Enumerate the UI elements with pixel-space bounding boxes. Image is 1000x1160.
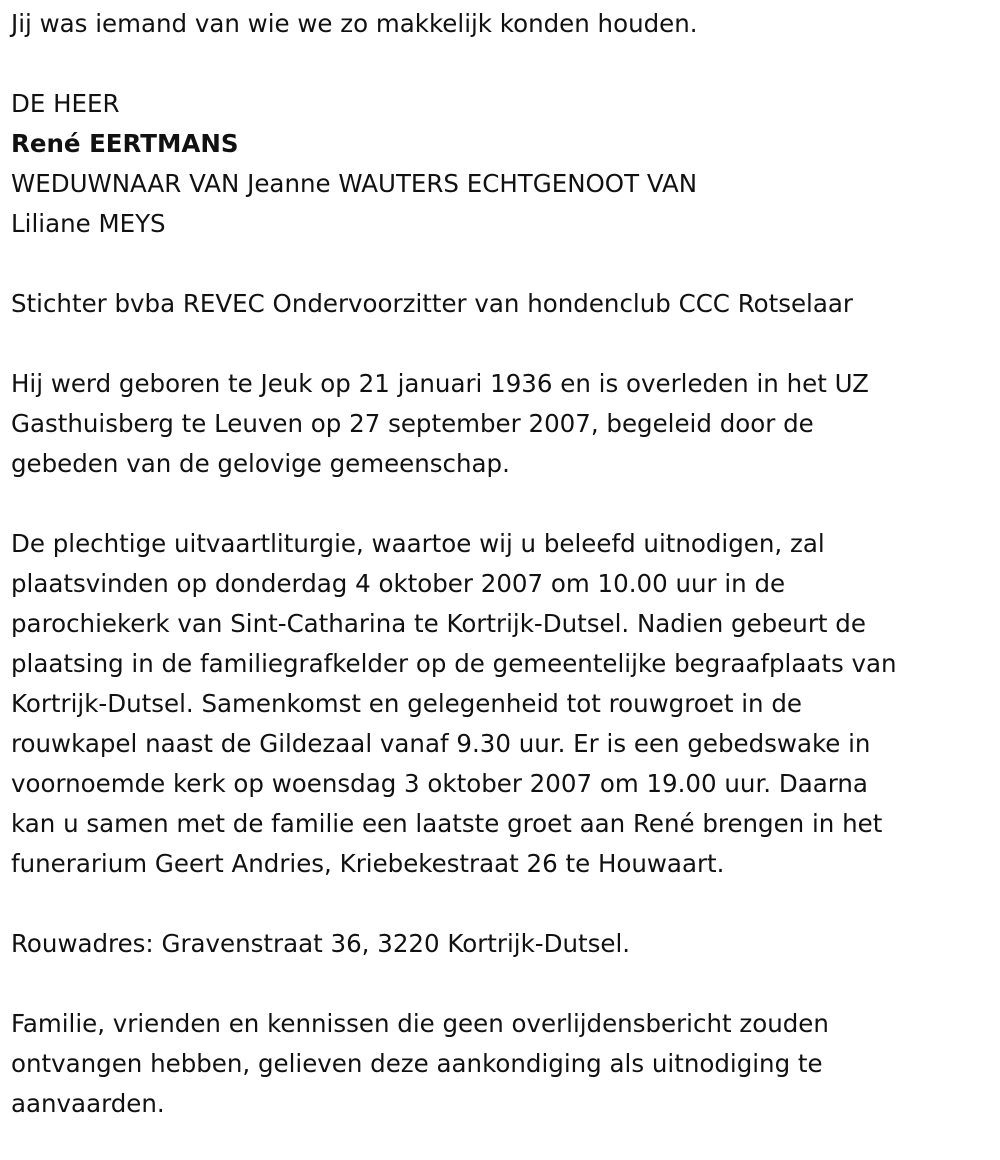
funeral-line: parochiekerk van Sint-Catharina te Kortrijk-Dutsel. Nadien gebeurt de [11,609,866,638]
spacer [11,244,986,284]
funeral-line: rouwkapel naast de Gildezaal vanaf 9.30 uur. Er is een gebedswake in [11,729,871,758]
spacer [11,324,986,364]
relation-line-2: Liliane MEYS [11,209,166,238]
funeral-line: plaatsing in de familiegrafkelder op de gemeentelijke begraafplaats van [11,649,897,678]
funeral-line: voornoemde kerk op woensdag 3 oktober 2007 om 19.00 uur. Daarna [11,769,868,798]
obituary-notice [11,4,986,1124]
closing-line: ontvangen hebben, gelieven deze aankondiging als uitnodiging te [11,1049,823,1078]
closing-paragraph [11,1004,986,1124]
birth-death-line: Hij werd geboren te Jeuk op 21 januari 1936 en is overleden in het UZ [11,369,869,398]
funeral-line: kan u samen met de familie een laatste groet aan René brengen in het [11,809,883,838]
birth-death-paragraph [11,364,986,484]
spacer [11,484,986,524]
spacer [11,44,986,84]
relation-line-1: WEDUWNAAR VAN Jeanne WAUTERS ECHTGENOOT VAN [11,169,698,198]
birth-death-line: Gasthuisberg te Leuven op 27 september 2007, begeleid door de [11,409,814,438]
funeral-line: funerarium Geert Andries, Kriebekestraat 26 te Houwaart. [11,849,725,878]
deceased-name: René EERTMANS [11,129,239,158]
opening-line: Jij was iemand van wie we zo makkelijk konden houden. [11,9,698,38]
closing-line: aanvaarden. [11,1089,165,1118]
deceased-title: DE HEER [11,89,120,118]
mourning-address: Rouwadres: Gravenstraat 36, 3220 Kortrijk-Dutsel. [11,929,631,958]
roles-line: Stichter bvba REVEC Ondervoorzitter van hondenclub CCC Rotselaar [11,289,853,318]
closing-line: Familie, vrienden en kennissen die geen overlijdensbericht zouden [11,1009,829,1038]
funeral-line: Kortrijk-Dutsel. Samenkomst en gelegenheid tot rouwgroet in de [11,689,802,718]
spacer [11,964,986,1004]
spacer [11,884,986,924]
funeral-paragraph [11,524,986,884]
funeral-line: De plechtige uitvaartliturgie, waartoe wij u beleefd uitnodigen, zal [11,529,825,558]
funeral-line: plaatsvinden op donderdag 4 oktober 2007 om 10.00 uur in de [11,569,786,598]
birth-death-line: gebeden van de gelovige gemeenschap. [11,449,510,478]
